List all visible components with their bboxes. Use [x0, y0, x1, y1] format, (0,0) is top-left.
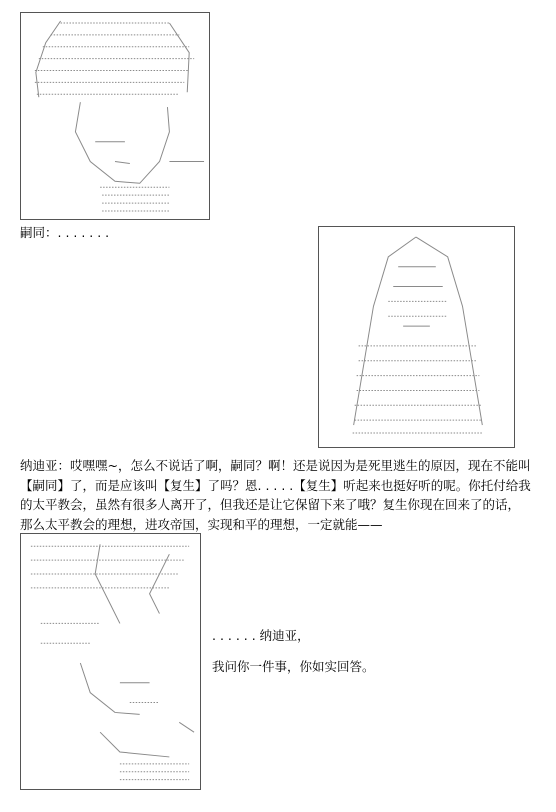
tongtong-portrait-panel [20, 12, 210, 220]
ascii-art-hooded-figure-icon [319, 227, 514, 447]
speech-line: 的太平教会，虽然有很多人离开了，但我还是让它保留下来了哦？复生你现在回来了的话， [20, 497, 521, 512]
dialogue-tongtong-silence: 嗣同：. . . . . . . [20, 225, 110, 240]
speech-line: 那么太平教会的理想，进攻帝国，实现和平的理想，一定就能—— [20, 516, 383, 532]
speech-line: 纳迪亚：哎嘿嘿~，怎么不说话了啊，嗣同？啊！还是说因为是死里逃生的原因，现在不能叫 [20, 458, 531, 473]
dialogue-nadia-speech [20, 456, 550, 534]
ascii-art-face-icon [21, 13, 209, 219]
ascii-art-profile-icon [21, 534, 200, 789]
dialogue-tongtong-question: 我问你一件事，你如实回答。 [212, 659, 375, 674]
speech-line: 【嗣同】了，而是应该叫【复生】了吗？恩. . . . .【复生】听起来也挺好听的呢。你托付给我 [20, 477, 531, 493]
nadia-portrait-panel [318, 226, 515, 448]
nadia-closeup-panel [20, 533, 201, 790]
dialogue-tongtong-name-call: . . . . . . 纳迪亚， [212, 628, 310, 643]
